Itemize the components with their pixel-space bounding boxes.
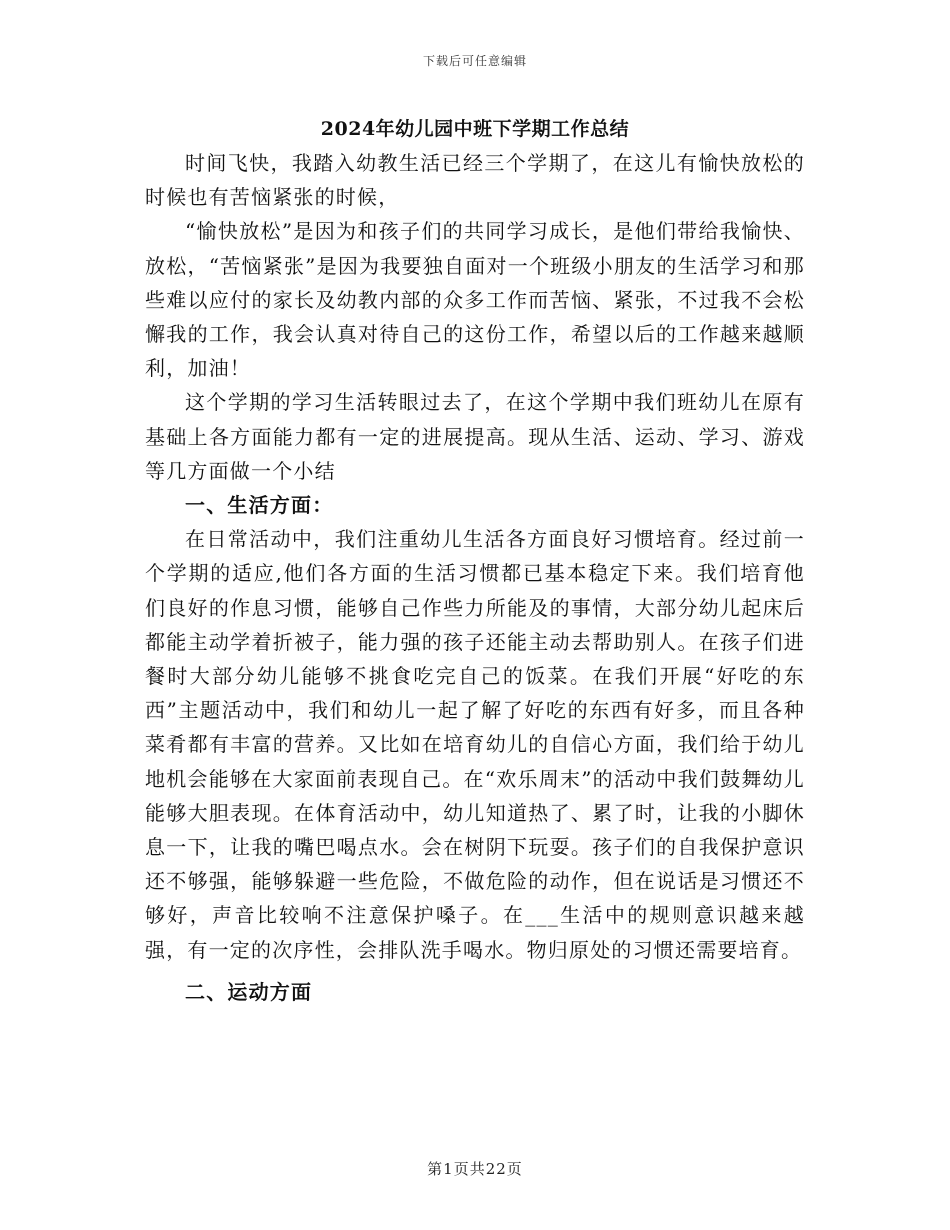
paragraph-life: 在日常活动中，我们注重幼儿生活各方面良好习惯培育。经过前一个学期的适应,他们各方面的生活习惯都已基本稳定下来。我们培育他们良好的作息习惯，能够自己作些力所能及的事情，大部分幼儿起床后都能主动学着折被子，能力强的孩子还能主动去帮助别人。在孩子们进餐时大部分幼儿能够不挑食吃完自己的饭菜。在我们开展“好吃的东西”主题活动中，我们和幼儿一起了解了好吃的东西有好多，而且各种菜肴都有丰富的营养。又比如在培育幼儿的自信心方面，我们给于幼儿地机会能够在大家面前表现自己。在“欢乐周末”的活动中我们鼓舞幼儿能够大胆表现。在体育活动中，幼儿知道热了、累了时，让我的小脚休息一下，让我的嘴巴喝点水。会在树阴下玩耍。孩子们的自我保护意识还不够强，能够躲避一些危险，不做危险的动作，但在说话是习惯还不够好，声音比较响不注意保护嗓子。在___生活中的规则意识越来越强，有一定的次序性，会排队洗手喝水。物归原处的习惯还需要培育。 xyxy=(145,527,805,962)
paragraph-summary-intro: 这个学期的学习生活转眼过去了，在这个学期中我们班幼儿在原有基础上各方面能力都有一定的进展提高。现从生活、运动、学习、游戏等几方面做一个小结 xyxy=(145,390,805,483)
page-number: 第1页共22页 xyxy=(427,1160,523,1178)
document-title: 2024年幼儿园中班下学期工作总结 xyxy=(320,118,630,140)
document-body xyxy=(145,146,805,1009)
page-header-note: 下载后可任意编辑 xyxy=(422,54,527,68)
section-heading-sports: 二、运动方面 xyxy=(185,979,313,1004)
paragraph-intro: 时间飞快，我踏入幼教生活已经三个学期了，在这儿有愉快放松的时候也有苦恼紧张的时候， xyxy=(145,151,805,210)
paragraph-feelings: “愉快放松”是因为和孩子们的共同学习成长，是他们带给我愉快、放松，“苦恼紧张”是因为我要独自面对一个班级小朋友的生活学习和那些难以应付的家长及幼教内部的众多工作而苦恼、紧张，不过我不会松懈我的工作，我会认真对待自己的这份工作，希望以后的工作越来越顺利，加油！ xyxy=(145,219,805,381)
section-heading-life: 一、生活方面： xyxy=(185,493,334,518)
